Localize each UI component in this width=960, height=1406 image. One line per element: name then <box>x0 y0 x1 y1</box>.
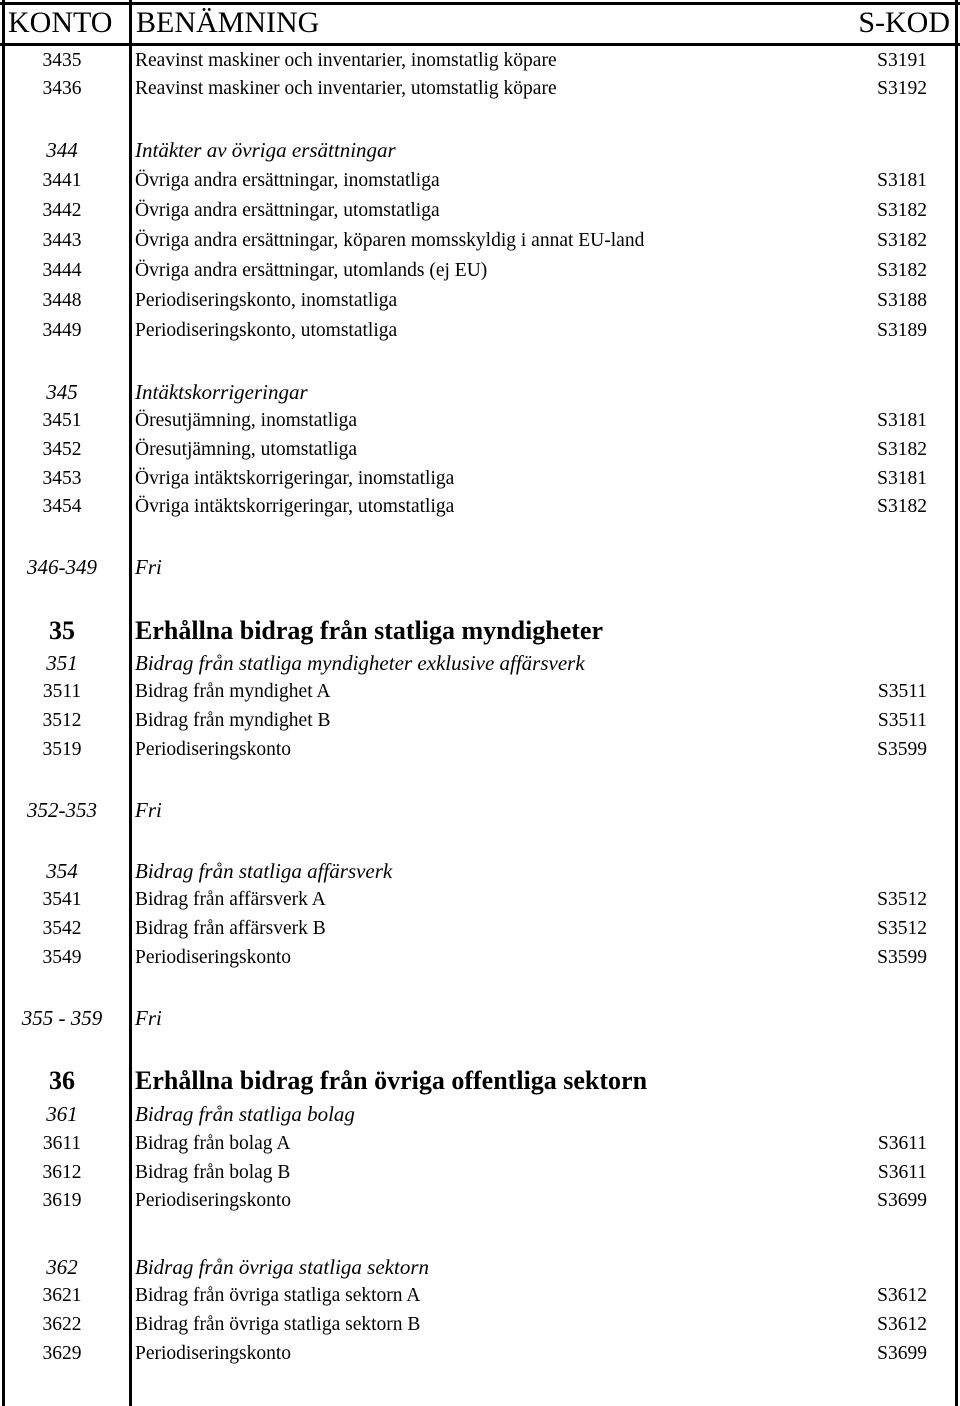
table-row <box>0 1282 960 1310</box>
konto-cell: 351 <box>46 651 78 675</box>
benamning-cell: Övriga intäktskorrigeringar, utomstatliga <box>135 496 455 517</box>
skod-cell: S3699 <box>877 1190 927 1211</box>
benamning-cell: Bidrag från statliga affärsverk <box>135 859 393 883</box>
skod-cell: S3512 <box>877 918 927 939</box>
konto-cell: 35 <box>49 616 75 645</box>
benamning-cell: Periodiseringskonto <box>135 947 291 968</box>
konto-cell: 3444 <box>42 260 82 281</box>
table-row <box>0 47 960 75</box>
table-row <box>0 678 960 706</box>
table-row <box>0 465 960 493</box>
konto-cell: 354 <box>46 859 78 883</box>
benamning-cell: Bidrag från bolag B <box>135 1162 291 1183</box>
konto-cell: 3612 <box>42 1162 82 1183</box>
subgroup-row <box>0 1004 960 1032</box>
table-row <box>0 75 960 103</box>
section-heading-row <box>0 1064 960 1098</box>
konto-cell: 3512 <box>42 710 82 731</box>
table-row <box>0 1187 960 1215</box>
header-benamning: BENÄMNING <box>136 6 320 39</box>
top-border <box>0 2 960 5</box>
konto-cell: 3448 <box>42 290 82 311</box>
benamning-cell: Periodiseringskonto, utomstatliga <box>135 320 398 341</box>
skod-cell: S3188 <box>877 290 927 311</box>
benamning-cell: Erhållna bidrag från övriga offentliga sektorn <box>135 1066 648 1095</box>
table-row <box>0 257 960 285</box>
skod-cell: S3182 <box>877 200 927 221</box>
skod-cell: S3182 <box>877 260 927 281</box>
skod-cell: S3511 <box>877 710 927 731</box>
benamning-cell: Fri <box>135 555 162 579</box>
konto-cell: 352-353 <box>27 798 97 822</box>
skod-cell: S3612 <box>877 1314 927 1335</box>
table-row <box>0 1311 960 1339</box>
benamning-cell: Reavinst maskiner och inventarier, inomstatlig köpare <box>135 50 557 71</box>
konto-cell: 3629 <box>42 1343 82 1364</box>
benamning-cell: Övriga andra ersättningar, köparen momsskyldig i annat EU-land <box>135 230 645 251</box>
konto-cell: 3519 <box>42 739 82 760</box>
skod-cell: S3611 <box>877 1162 927 1183</box>
skod-cell: S3612 <box>877 1285 927 1306</box>
konto-cell: 3442 <box>42 200 82 221</box>
subgroup-row <box>0 1253 960 1281</box>
konto-cell: 355 - 359 <box>21 1006 103 1030</box>
konto-cell: 3622 <box>42 1314 82 1335</box>
subgroup-row <box>0 857 960 885</box>
table-row <box>0 944 960 972</box>
benamning-cell: Fri <box>135 798 162 822</box>
benamning-cell: Bidrag från myndighet A <box>135 681 331 702</box>
benamning-cell: Fri <box>135 1006 162 1030</box>
benamning-cell: Övriga andra ersättningar, utomstatliga <box>135 200 440 221</box>
benamning-cell: Bidrag från affärsverk B <box>135 918 326 939</box>
benamning-cell: Öresutjämning, inomstatliga <box>135 410 358 431</box>
benamning-cell: Övriga andra ersättningar, inomstatliga <box>135 170 440 191</box>
subgroup-row <box>0 649 960 677</box>
konto-cell: 3541 <box>42 889 82 910</box>
benamning-cell: Reavinst maskiner och inventarier, utomstatlig köpare <box>135 78 557 99</box>
konto-cell: 3619 <box>42 1190 82 1211</box>
benamning-cell: Periodiseringskonto <box>135 739 291 760</box>
header-skod: S-KOD <box>858 6 950 39</box>
konto-cell: 3452 <box>42 439 82 460</box>
subgroup-row <box>0 378 960 406</box>
benamning-cell: Bidrag från statliga myndigheter exklusive affärsverk <box>135 651 585 675</box>
skod-cell: S3512 <box>877 889 927 910</box>
benamning-cell: Periodiseringskonto <box>135 1343 291 1364</box>
table-row <box>0 1130 960 1158</box>
skod-cell: S3181 <box>877 410 927 431</box>
benamning-cell: Öresutjämning, utomstatliga <box>135 439 358 460</box>
skod-cell: S3699 <box>877 1343 927 1364</box>
table-row <box>0 1159 960 1187</box>
benamning-cell: Erhållna bidrag från statliga myndigheter <box>135 616 604 645</box>
header-konto: KONTO <box>8 6 113 39</box>
konto-cell: 3549 <box>42 947 82 968</box>
konto-cell: 3435 <box>42 50 82 71</box>
skod-cell: S3181 <box>877 170 927 191</box>
subgroup-row <box>0 136 960 164</box>
benamning-cell: Övriga andra ersättningar, utomlands (ej EU) <box>135 260 488 281</box>
skod-cell: S3191 <box>877 50 927 71</box>
benamning-cell: Intäktskorrigeringar <box>135 380 308 404</box>
konto-cell: 346-349 <box>27 555 97 579</box>
benamning-cell: Övriga intäktskorrigeringar, inomstatliga <box>135 468 455 489</box>
benamning-cell: Periodiseringskonto, inomstatliga <box>135 290 398 311</box>
skod-cell: S3182 <box>877 496 927 517</box>
subgroup-row <box>0 553 960 581</box>
konto-cell: 344 <box>46 138 78 162</box>
table-row <box>0 707 960 735</box>
table-row <box>0 287 960 315</box>
skod-cell: S3189 <box>877 320 927 341</box>
konto-cell: 3621 <box>42 1285 82 1306</box>
table-row <box>0 493 960 521</box>
table-row <box>0 407 960 435</box>
skod-cell: S3511 <box>877 681 927 702</box>
konto-cell: 3441 <box>42 170 82 191</box>
table-row <box>0 736 960 764</box>
skod-cell: S3192 <box>877 78 927 99</box>
konto-cell: 345 <box>46 380 78 404</box>
skod-cell: S3181 <box>877 468 927 489</box>
konto-cell: 3449 <box>42 320 82 341</box>
benamning-cell: Bidrag från statliga bolag <box>135 1102 355 1126</box>
skod-cell: S3611 <box>877 1133 927 1154</box>
table-row <box>0 436 960 464</box>
table-row <box>0 227 960 255</box>
konto-cell: 3443 <box>42 230 82 251</box>
benamning-cell: Bidrag från övriga statliga sektorn A <box>135 1285 421 1306</box>
table-row <box>0 317 960 345</box>
konto-cell: 3454 <box>42 496 82 517</box>
konto-cell: 36 <box>49 1066 75 1095</box>
section-heading-row <box>0 614 960 648</box>
skod-cell: S3182 <box>877 230 927 251</box>
table-row <box>0 915 960 943</box>
konto-cell: 3542 <box>42 918 82 939</box>
table-row <box>0 886 960 914</box>
konto-cell: 361 <box>46 1102 78 1126</box>
subgroup-row <box>0 1100 960 1128</box>
benamning-cell: Bidrag från övriga statliga sektorn <box>135 1255 429 1279</box>
konto-cell: 3453 <box>42 468 82 489</box>
konto-cell: 3436 <box>42 78 82 99</box>
benamning-cell: Bidrag från myndighet B <box>135 710 331 731</box>
benamning-cell: Periodiseringskonto <box>135 1190 291 1211</box>
konto-cell: 3511 <box>42 681 82 702</box>
benamning-cell: Bidrag från affärsverk A <box>135 889 326 910</box>
table-row <box>0 1340 960 1368</box>
subgroup-row <box>0 796 960 824</box>
konto-cell: 3611 <box>42 1133 82 1154</box>
konto-cell: 3451 <box>42 410 82 431</box>
skod-cell: S3599 <box>877 739 927 760</box>
table-row <box>0 197 960 225</box>
header-divider <box>0 43 960 46</box>
skod-cell: S3182 <box>877 439 927 460</box>
benamning-cell: Bidrag från övriga statliga sektorn B <box>135 1314 421 1335</box>
benamning-cell: Bidrag från bolag A <box>135 1133 291 1154</box>
table-row <box>0 167 960 195</box>
benamning-cell: Intäkter av övriga ersättningar <box>135 138 396 162</box>
skod-cell: S3599 <box>877 947 927 968</box>
konto-cell: 362 <box>46 1255 78 1279</box>
